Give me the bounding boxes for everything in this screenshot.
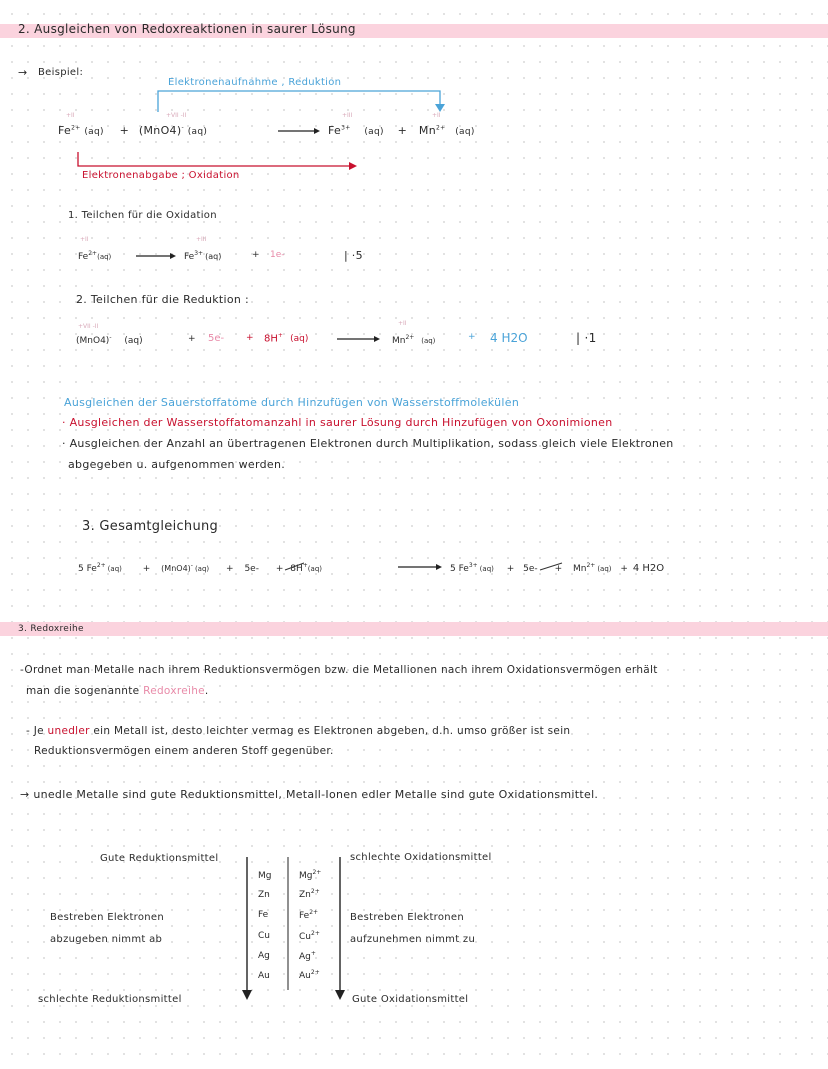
ion-cu: $Cu^{2+}$ xyxy=(299,930,320,942)
eq-fe-left: Fe xyxy=(58,124,72,137)
section3-heading-band xyxy=(0,622,828,636)
step1-product: $Fe^{3+}$ (aq) xyxy=(184,250,222,262)
step2-reactant: (MnO4)- (aq) xyxy=(76,334,143,346)
ox-num-fe-right: +III xyxy=(342,112,353,119)
oxidation-bracket xyxy=(78,152,352,166)
step2-h: 8H+ (aq) xyxy=(264,332,309,345)
reduction-arrowhead xyxy=(435,104,445,112)
note-line3b: abgegeben u. aufgenommen werden. xyxy=(68,458,286,471)
table-left-top: Gute Reduktionsmittel xyxy=(100,853,219,864)
section2-heading: 2. Ausgleichen von Redoxreaktionen in saurer Lösung xyxy=(18,22,356,36)
ion-au: $Au^{2+}$ xyxy=(299,969,320,981)
main-equation-products: $Fe^{3+}$ $(aq) + Mn^{2+}$ (aq) xyxy=(328,124,475,137)
step1-electrons: 1e- xyxy=(270,250,285,260)
step1-factor: | ·5 xyxy=(344,249,363,262)
unedler-term: unedler xyxy=(47,725,90,737)
section3-heading: 3. Redoxreihe xyxy=(18,624,84,634)
eq-fe-right: Fe xyxy=(328,124,342,137)
metal-fe: Fe xyxy=(258,910,269,920)
step2-plus2: + xyxy=(246,333,254,343)
oxidation-arrowhead xyxy=(349,162,357,170)
para2-line2: Reduktionsvermögen einem anderen Stoff gegenüber. xyxy=(34,745,334,757)
step2-ox-right: +II xyxy=(398,320,407,327)
table-left-bottom: schlechte Reduktionsmittel xyxy=(38,994,182,1005)
step1-title: 1. Teilchen für die Oxidation xyxy=(68,210,217,221)
table-right-top: schlechte Oxidationsmittel xyxy=(350,852,492,863)
step3-title: 3. Gesamtgleichung xyxy=(82,519,219,534)
step2-electrons: 5e- xyxy=(208,333,225,344)
metal-cu: Cu xyxy=(258,931,270,941)
step1-ox-right: +III xyxy=(196,236,207,243)
metal-au: Au xyxy=(258,971,270,981)
para3: → unedle Metalle sind gute Reduktionsmittel, Metall-Ionen edler Metalle sind gute Oxidationsmittel. xyxy=(20,788,599,801)
step2-water: 4 H2O xyxy=(490,331,528,345)
step3-equation-right: 5 $Fe^{3+}$ $(aq) + 5e- + Mn^{2+}$ (aq) + 4 H2O xyxy=(450,562,665,574)
metal-ag: Ag xyxy=(258,951,270,961)
step3-equation-left: 5 $Fe^{2+}$ (aq) + (MnO4)- (aq) + 5e- + 8H+(aq) xyxy=(78,562,322,574)
ox-num-mn: +II xyxy=(432,112,441,119)
reduction-bracket xyxy=(158,91,440,112)
step2-plus1: + xyxy=(188,334,196,344)
table-right-mid1: Bestreben Elektronen xyxy=(350,912,465,923)
ion-mg: $Mg^{2+}$ xyxy=(299,869,322,881)
metal-zn: Zn xyxy=(258,890,270,900)
step2-title: 2. Teilchen für die Reduktion : xyxy=(76,293,249,306)
metal-mg: Mg xyxy=(258,871,272,881)
beispiel-label: Beispiel: xyxy=(38,67,84,78)
step2-ox-left: +VII -II xyxy=(78,323,99,330)
step2-plus3: + xyxy=(468,332,476,342)
redoxreihe-term: Redoxreihe xyxy=(143,685,205,697)
table-right-mid2: aufzunehmen nimmt zu xyxy=(350,934,476,945)
table-right-bottom: Gute Oxidationsmittel xyxy=(352,994,469,1005)
note-line3a: · Ausgleichen der Anzahl an übertragenen Elektronen durch Multiplikation, sodass gleich viele Elektronen xyxy=(62,437,674,450)
ox-num-mno4: +VII -II xyxy=(166,112,187,119)
eq-mn: Mn xyxy=(418,124,436,137)
step2-product: $Mn^{2+}$ (aq) xyxy=(392,334,436,346)
oxidation-label: Elektronenabgabe ; Oxidation xyxy=(82,170,240,181)
note-line2: · Ausgleichen der Wasserstoffatomanzahl in saurer Lösung durch Hinzufügen von Oxonimionen xyxy=(62,416,613,429)
ox-num-fe-left: +II xyxy=(66,112,75,119)
reduction-label: Elektronenaufnahme , Reduktion xyxy=(168,77,342,88)
para2-line1: - Je unedler ein Metall ist, desto leichter vermag es Elektronen abgeben, d.h. umso größer ist sein xyxy=(26,725,571,737)
step2-factor: | ·1 xyxy=(576,331,597,345)
main-equation: $Fe^{2+}$ (aq) + (MnO4)- (aq) xyxy=(58,124,208,137)
ion-ag: Ag+ xyxy=(299,950,316,962)
step1-plus: + xyxy=(252,250,260,260)
step1-reactant: $Fe^{2+}(aq)$ xyxy=(78,250,112,262)
table-left-mid1: Bestreben Elektronen xyxy=(50,912,165,923)
ion-zn: $Zn^{2+}$ xyxy=(299,888,320,900)
arrow-right-icon: → xyxy=(18,66,28,79)
note-line1: Ausgleichen der Sauerstoffatome durch Hinzufügen von Wasserstoffmolekülen xyxy=(64,396,520,409)
step1-ox-left: +II xyxy=(80,236,89,243)
ion-fe: $Fe^{2+}$ xyxy=(299,909,319,921)
eq-mno4: (MnO4) xyxy=(138,124,182,137)
table-left-mid2: abzugeben nimmt ab xyxy=(50,934,163,945)
para1-line2: man die sogenannte Redoxreihe. xyxy=(26,685,209,697)
para1-line1: -Ordnet man Metalle nach ihrem Reduktionsvermögen bzw. die Metallionen nach ihrem Oxidationsvermögen erhält xyxy=(20,664,658,676)
